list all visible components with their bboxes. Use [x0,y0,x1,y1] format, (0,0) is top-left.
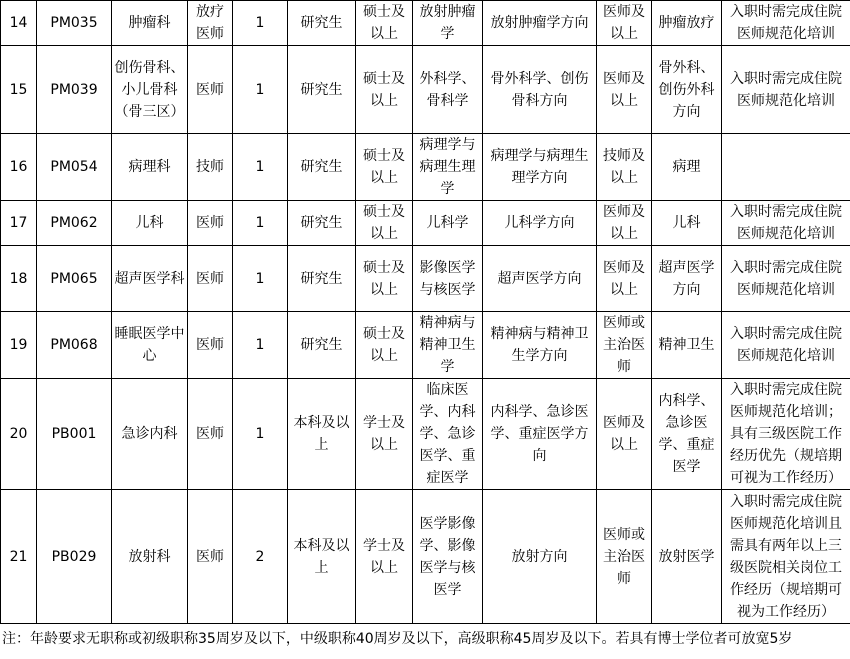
cell-post: 技师 [188,134,233,201]
cell-count: 1 [233,379,288,490]
cell-idx: 16 [1,134,37,201]
cell-dept: 肿瘤科 [112,1,188,46]
cell-title: 医师或主治医师 [597,490,652,624]
cell-code: PM039 [37,46,112,134]
cell-note: 入职时需完成住院医师规范化培训 [722,1,850,46]
cell-direction: 骨外科学、创伤骨科方向 [483,46,597,134]
cell-idx: 17 [1,201,37,246]
cell-dept: 急诊内科 [112,379,188,490]
table-row [1,1,850,46]
cell-note: 入职时需完成住院医师规范化培训 [722,201,850,246]
cell-specialty: 骨外科、创伤外科方向 [652,46,722,134]
cell-edu: 研究生 [288,1,356,46]
cell-direction: 超声医学方向 [483,246,597,312]
cell-code: PB001 [37,379,112,490]
cell-degree: 学士及以上 [356,379,413,490]
cell-note: 入职时需完成住院医师规范化培训且需具有两年以上三级医院相关岗位工作经历（规培期可视为工作经历） [722,490,850,624]
cell-code: PM054 [37,134,112,201]
cell-major: 临床医学、内科学、急诊医学、重症医学 [413,379,483,490]
cell-degree: 硕士及以上 [356,134,413,201]
cell-title: 医师或主治医师 [597,312,652,379]
table-row [1,312,850,379]
cell-count: 1 [233,1,288,46]
cell-count: 2 [233,490,288,624]
cell-degree: 硕士及以上 [356,1,413,46]
cell-count: 1 [233,201,288,246]
cell-idx: 18 [1,246,37,312]
cell-direction: 精神病与精神卫生学方向 [483,312,597,379]
cell-title: 医师及以上 [597,201,652,246]
cell-idx: 15 [1,46,37,134]
cell-specialty: 超声医学方向 [652,246,722,312]
table-row [1,246,850,312]
cell-code: PM062 [37,201,112,246]
cell-major: 外科学、骨科学 [413,46,483,134]
cell-direction: 放射肿瘤学方向 [483,1,597,46]
cell-dept: 放射科 [112,490,188,624]
cell-direction: 放射方向 [483,490,597,624]
cell-degree: 硕士及以上 [356,46,413,134]
cell-title: 医师及以上 [597,246,652,312]
cell-count: 1 [233,246,288,312]
cell-title: 技师及以上 [597,134,652,201]
cell-count: 1 [233,134,288,201]
cell-code: PB029 [37,490,112,624]
cell-dept: 睡眠医学中心 [112,312,188,379]
cell-edu: 本科及以上 [288,490,356,624]
cell-major: 医学影像学、影像医学与核医学 [413,490,483,624]
cell-edu: 研究生 [288,134,356,201]
cell-post: 医师 [188,379,233,490]
cell-note: 入职时需完成住院医师规范化培训 [722,312,850,379]
table-row [1,134,850,201]
cell-specialty: 肿瘤放疗 [652,1,722,46]
cell-note: 入职时需完成住院医师规范化培训 [722,246,850,312]
table-row [1,46,850,134]
cell-post: 医师 [188,490,233,624]
cell-edu: 研究生 [288,201,356,246]
cell-direction: 内科学、急诊医学、重症医学方向 [483,379,597,490]
cell-specialty: 儿科 [652,201,722,246]
cell-count: 1 [233,312,288,379]
cell-note: 入职时需完成住院医师规范化培训 [722,46,850,134]
table-body [1,1,850,624]
table-row [1,490,850,624]
cell-major: 病理学与病理生理学 [413,134,483,201]
cell-direction: 病理学与病理生理学方向 [483,134,597,201]
cell-code: PM065 [37,246,112,312]
cell-edu: 研究生 [288,312,356,379]
cell-note: 入职时需完成住院医师规范化培训；具有三级医院工作经历优先（规培期可视为工作经历） [722,379,850,490]
cell-idx: 21 [1,490,37,624]
cell-specialty: 内科学、急诊医学、重症医学 [652,379,722,490]
cell-post: 医师 [188,312,233,379]
cell-idx: 14 [1,1,37,46]
cell-major: 儿科学 [413,201,483,246]
cell-degree: 硕士及以上 [356,201,413,246]
footnote: 注：年龄要求无职称或初级职称35周岁及以下，中级职称40周岁及以下，高级职称45周岁及以下。若具有博士学位者可放宽5岁 [2,631,793,647]
cell-code: PM068 [37,312,112,379]
cell-degree: 硕士及以上 [356,246,413,312]
cell-post: 医师 [188,201,233,246]
cell-count: 1 [233,46,288,134]
cell-note [722,134,850,201]
cell-specialty: 病理 [652,134,722,201]
cell-title: 医师及以上 [597,1,652,46]
cell-major: 放射肿瘤学 [413,1,483,46]
cell-idx: 20 [1,379,37,490]
cell-dept: 创伤骨科、小儿骨科（骨三区） [112,46,188,134]
cell-edu: 研究生 [288,46,356,134]
cell-title: 医师及以上 [597,379,652,490]
cell-major: 影像医学与核医学 [413,246,483,312]
cell-post: 放疗医师 [188,1,233,46]
cell-post: 医师 [188,246,233,312]
cell-title: 医师及以上 [597,46,652,134]
table-row [1,201,850,246]
table-row [1,379,850,490]
cell-dept: 病理科 [112,134,188,201]
cell-edu: 本科及以上 [288,379,356,490]
cell-dept: 超声医学科 [112,246,188,312]
cell-specialty: 放射医学 [652,490,722,624]
cell-code: PM035 [37,1,112,46]
cell-edu: 研究生 [288,246,356,312]
cell-specialty: 精神卫生 [652,312,722,379]
cell-major: 精神病与精神卫生学 [413,312,483,379]
cell-direction: 儿科学方向 [483,201,597,246]
cell-dept: 儿科 [112,201,188,246]
cell-degree: 学士及以上 [356,490,413,624]
cell-degree: 硕士及以上 [356,312,413,379]
cell-post: 医师 [188,46,233,134]
cell-idx: 19 [1,312,37,379]
